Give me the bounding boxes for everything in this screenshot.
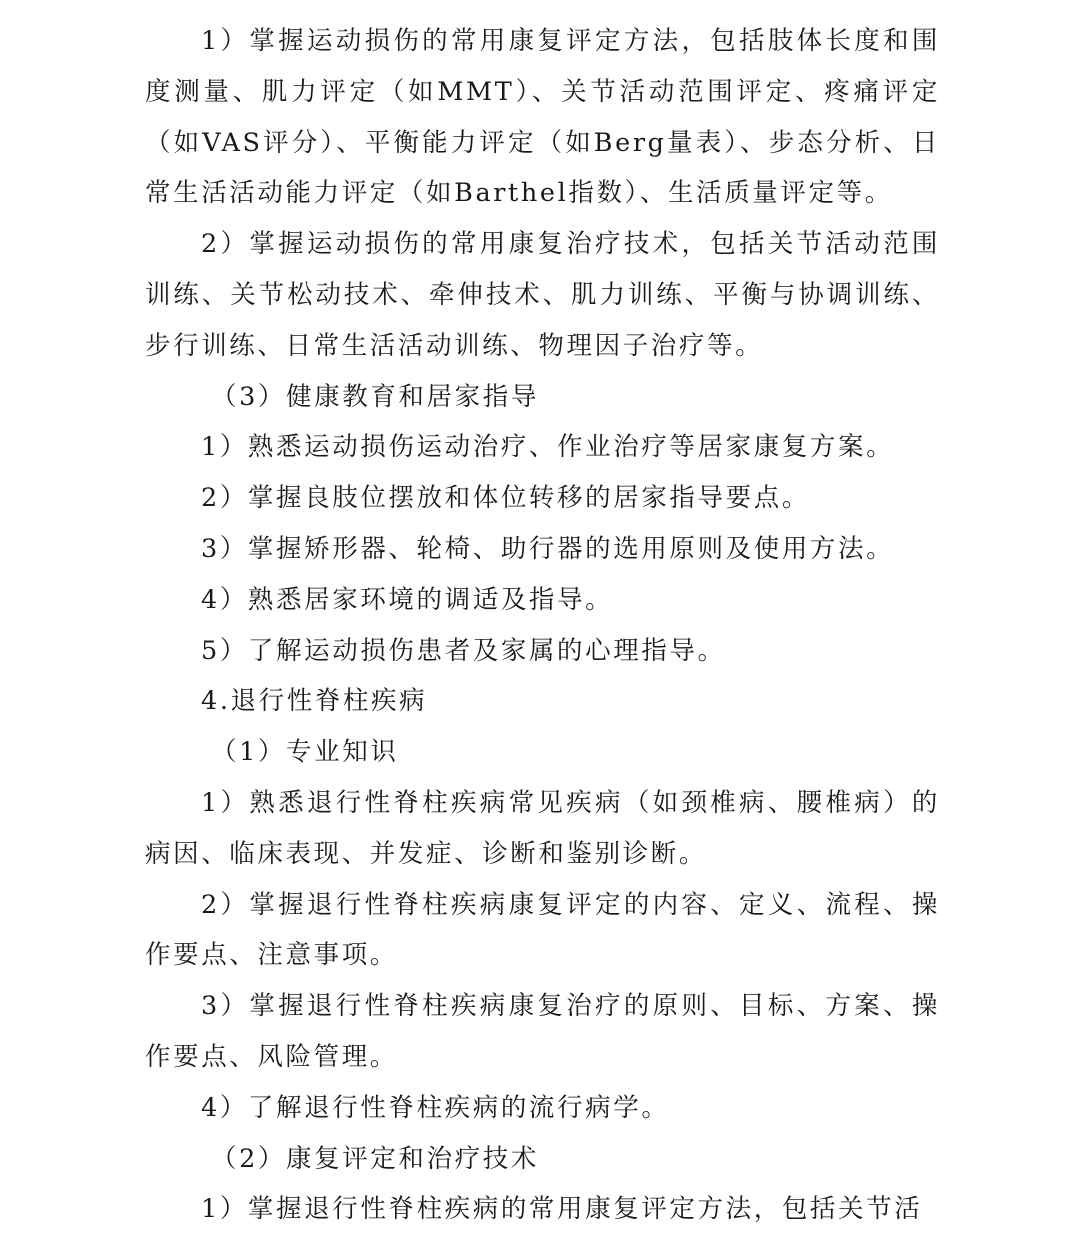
list-item-orthosis-wheelchair: 3）掌握矫形器、轮椅、助行器的选用原则及使用方法。 (201, 533, 895, 564)
paragraph-assessment-methods: 1）掌握运动损伤的常用康复评定方法，包括肢体长度和围度测量、肌力评定（如MMT）、关节活动范围评定、疼痛评定（如VAS评分）、平衡能力评定（如Berg量表）、步态分析、日常生活活动能力评定（如Barthel指数）、生活质量评定等。 (145, 26, 940, 209)
list-item-epidemiology: 4）了解退行性脊柱疾病的流行病学。 (201, 1092, 670, 1123)
heading-health-education: （3）健康教育和居家指导 (211, 381, 539, 412)
list-item-treatment-principles: 3）掌握退行性脊柱疾病康复治疗的原则、目标、方案、操作要点、风险管理。 (145, 991, 940, 1072)
heading-assessment-treatment: （2）康复评定和治疗技术 (211, 1143, 539, 1174)
section-heading-degenerative-spine: 4.退行性脊柱疾病 (201, 686, 428, 717)
heading-professional-knowledge: （1）专业知识 (211, 737, 399, 768)
list-item-psychological-guidance: 5）了解运动损伤患者及家属的心理指导。 (201, 635, 726, 666)
list-item-etiology-diagnosis: 1）熟悉退行性脊柱疾病常见疾病（如颈椎病、腰椎病）的病因、临床表现、并发症、诊断和鉴别诊断。 (145, 787, 940, 869)
list-item-assessment-content: 2）掌握退行性脊柱疾病康复评定的内容、定义、流程、操作要点、注意事项。 (145, 889, 940, 971)
list-item-positioning-guidance: 2）掌握良肢位摆放和体位转移的居家指导要点。 (201, 483, 810, 514)
list-item-home-rehab-plan: 1）熟悉运动损伤运动治疗、作业治疗等居家康复方案。 (201, 432, 895, 463)
document-body (145, 16, 940, 1235)
paragraph-treatment-techniques: 2）掌握运动损伤的常用康复治疗技术，包括关节活动范围训练、关节松动技术、牵伸技术、肌力训练、平衡与协调训练、步行训练、日常生活活动训练、物理因子治疗等。 (145, 229, 940, 361)
list-item-home-environment: 4）熟悉居家环境的调适及指导。 (201, 584, 614, 615)
list-item-spine-assessment-methods: 1）掌握退行性脊柱疾病的常用康复评定方法，包括关节活 (201, 1194, 923, 1225)
